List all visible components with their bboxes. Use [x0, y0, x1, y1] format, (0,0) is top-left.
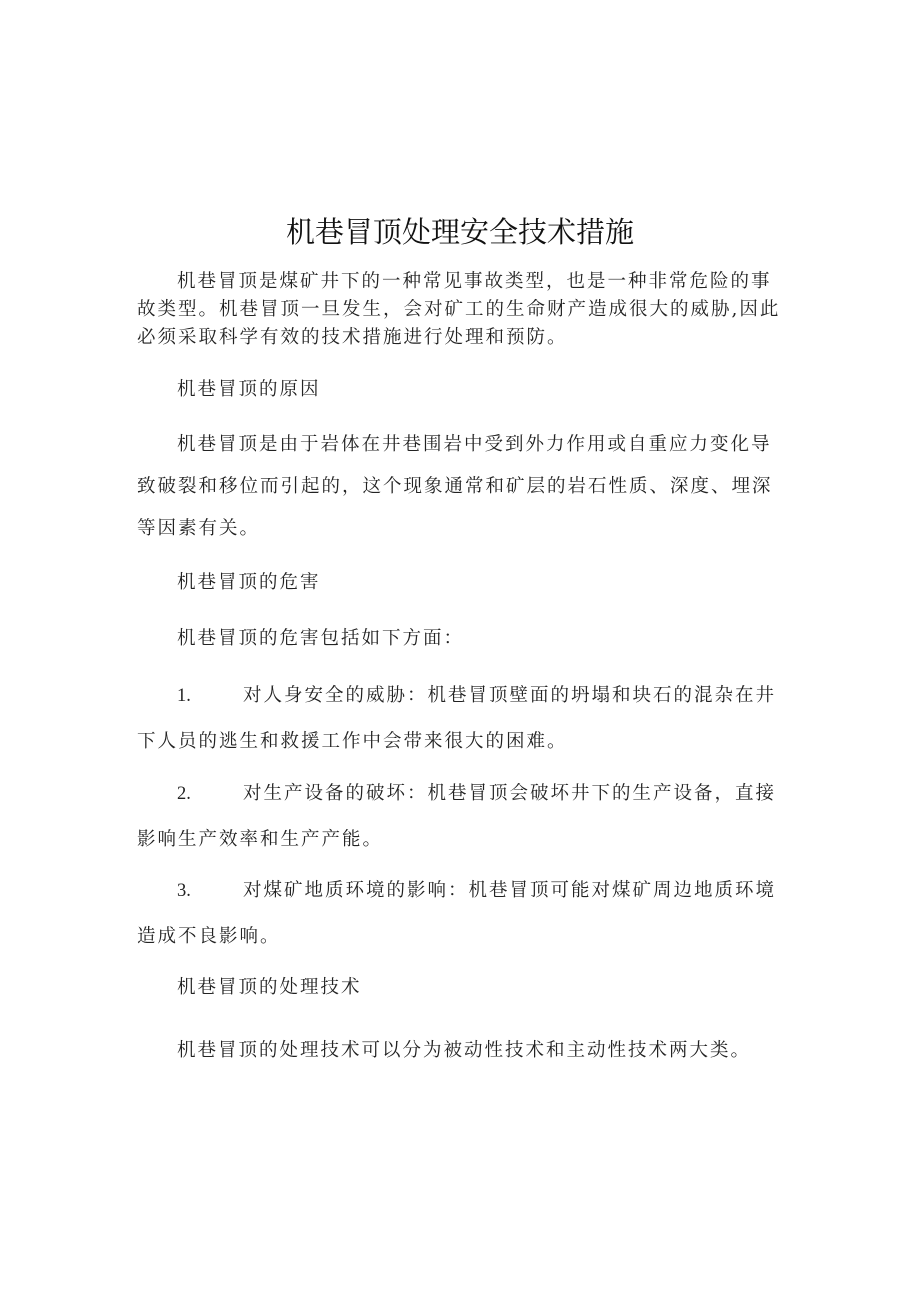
list-item-text: 对人身安全的威胁：机巷冒顶壁面的坍塌和块石的混杂在井下人员的逃生和救援工作中会带来很大的困难。 — [137, 685, 777, 752]
treatment-paragraph: 机巷冒顶的处理技术可以分为被动性技术和主动性技术两大类。 — [177, 1040, 752, 1061]
list-item-number: 3. — [177, 881, 191, 901]
causes-heading: 机巷冒顶的原因 — [177, 379, 321, 400]
hazards-heading: 机巷冒顶的危害 — [177, 572, 321, 593]
list-item — [137, 673, 789, 765]
list-item — [137, 771, 789, 863]
list-item-text: 对煤矿地质环境的影响：机巷冒顶可能对煤矿周边地质环境造成不良影响。 — [137, 880, 777, 947]
intro-paragraph: 机巷冒顶是煤矿井下的一种常见事故类型，也是一种非常危险的事故类型。机巷冒顶一旦发生，会对矿工的生命财产造成很大的威胁,因此必须采取科学有效的技术措施进行处理和预防。 — [137, 271, 781, 348]
list-item-text: 对生产设备的破坏：机巷冒顶会破坏井下的生产设备，直接影响生产效率和生产产能。 — [137, 783, 777, 850]
list-item — [137, 868, 789, 960]
document-title: 机巷冒顶处理安全技术措施 — [285, 215, 634, 249]
list-item-number: 2. — [177, 784, 191, 804]
causes-paragraph: 机巷冒顶是由于岩体在井巷围岩中受到外力作用或自重应力变化导致破裂和移位而引起的，这个现象通常和矿层的岩石性质、深度、埋深等因素有关。 — [137, 434, 773, 539]
hazards-lead: 机巷冒顶的危害包括如下方面： — [177, 628, 465, 649]
list-item-number: 1. — [177, 686, 191, 706]
treatment-heading: 机巷冒顶的处理技术 — [177, 977, 362, 998]
